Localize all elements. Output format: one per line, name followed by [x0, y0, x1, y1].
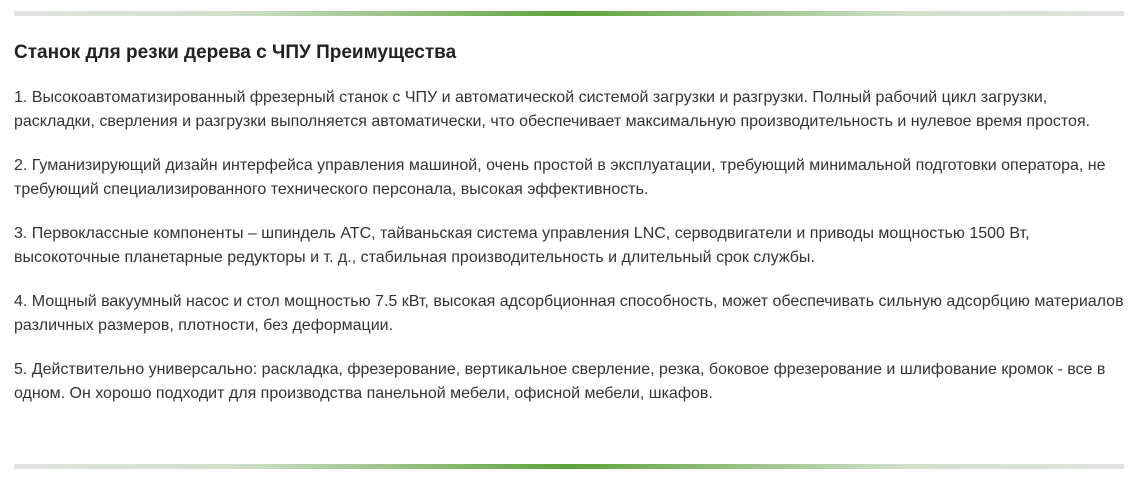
advantage-item-3: 3. Первоклассные компоненты – шпиндель ATC, тайваньская система управления LNC, серводвигатели и приводы мощностью 1500 Вт, высокоточные планетарные редукторы и т. д., стабильная производительность и длительный срок службы. — [14, 225, 1030, 266]
advantages-section — [14, 40, 1124, 426]
bottom-divider — [14, 464, 1124, 469]
section-heading: Станок для резки дерева с ЧПУ Преимущества — [14, 42, 457, 63]
advantage-item-4: 4. Мощный вакуумный насос и стол мощностью 7.5 кВт, высокая адсорбционная способность, может обеспечивать сильную адсорбцию материалов различных размеров, плотности, без деформации. — [14, 293, 1124, 334]
top-divider — [14, 11, 1124, 16]
advantage-item-1: 1. Высокоавтоматизированный фрезерный станок с ЧПУ и автоматической системой загрузки и разгрузки. Полный рабочий цикл загрузки, раскладки, сверления и разгрузки выполняется автоматически, что обеспечивает максимальную производительность и нулевое время простоя. — [14, 89, 1091, 130]
advantage-item-5: 5. Действительно универсально: раскладка, фрезерование, вертикальное сверление, резка, боковое фрезерование и шлифование кромок - все в одном. Он хорошо подходит для производства панельной мебели, офисной мебели, шкафов. — [14, 361, 1106, 402]
advantage-item-2: 2. Гуманизирующий дизайн интерфейса управления машиной, очень простой в эксплуатации, требующий минимальной подготовки оператора, не требующий специализированного технического персонала, высокая эффективность. — [14, 157, 1106, 198]
advantages-list — [14, 86, 1124, 406]
